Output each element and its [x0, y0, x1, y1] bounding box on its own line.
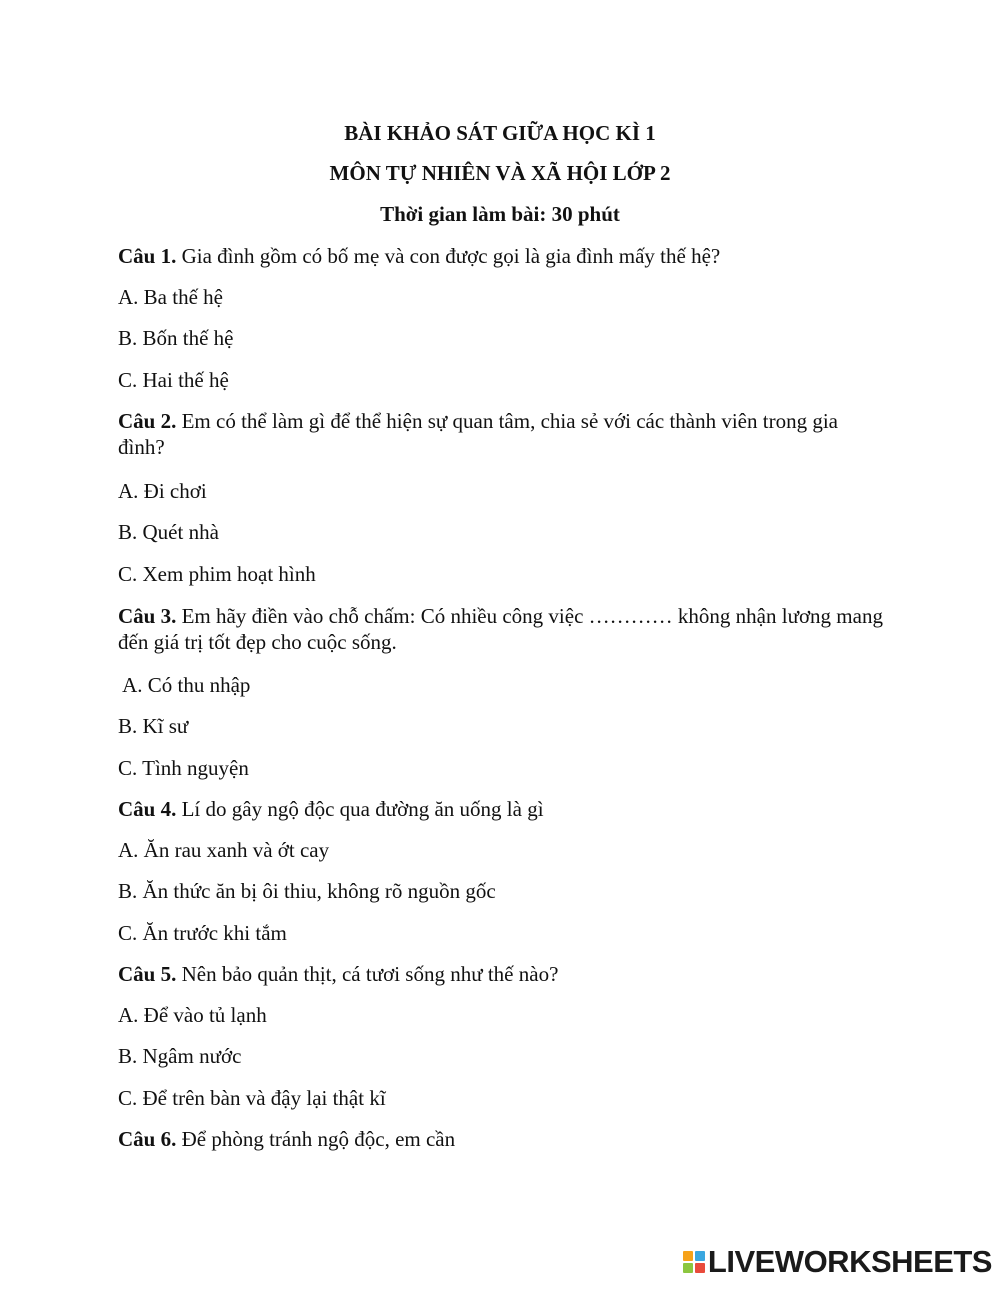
question-3	[118, 603, 888, 655]
question-label: Câu 4.	[118, 797, 177, 821]
question-text: Nên bảo quản thịt, cá tươi sống như thế nào?	[176, 962, 559, 986]
worksheet-title: BÀI KHẢO SÁT GIỮA HỌC KÌ 1	[344, 121, 656, 145]
question-1-option-c[interactable]: C. Hai thế hệ	[118, 368, 229, 392]
logo-square-1	[683, 1251, 693, 1261]
question-label: Câu 5.	[118, 962, 177, 986]
liveworksheets-logo	[683, 1244, 992, 1279]
question-1	[118, 243, 888, 269]
question-4-option-b[interactable]: B. Ăn thức ăn bị ôi thiu, không rõ nguồn gốc	[118, 879, 496, 903]
question-5-option-b[interactable]: B. Ngâm nước	[118, 1044, 242, 1068]
question-3-option-b[interactable]: B. Kĩ sư	[118, 714, 189, 738]
question-label: Câu 3.	[118, 604, 177, 628]
worksheet-time: Thời gian làm bài: 30 phút	[380, 202, 620, 226]
question-4-option-c[interactable]: C. Ăn trước khi tắm	[118, 921, 287, 945]
question-2	[118, 408, 888, 460]
question-4	[118, 796, 888, 822]
liveworksheets-logo-icon	[683, 1251, 705, 1273]
question-5	[118, 961, 888, 987]
question-5-option-a[interactable]: A. Để vào tủ lạnh	[118, 1003, 267, 1027]
logo-text: LIVEWORKSHEETS	[707, 1244, 992, 1279]
question-5-option-c[interactable]: C. Để trên bàn và đậy lại thật kĩ	[118, 1086, 386, 1110]
question-text: Để phòng tránh ngộ độc, em cần	[176, 1127, 456, 1151]
question-4-option-a[interactable]: A. Ăn rau xanh và ớt cay	[118, 838, 330, 862]
worksheet-subject: MÔN TỰ NHIÊN VÀ XÃ HỘI LỚP 2	[329, 161, 671, 185]
logo-square-3	[683, 1263, 693, 1273]
question-2-option-a[interactable]: A. Đi chơi	[118, 479, 207, 503]
question-1-option-a[interactable]: A. Ba thế hệ	[118, 285, 223, 309]
logo-square-4	[695, 1263, 705, 1273]
logo-square-2	[695, 1251, 705, 1261]
question-2-option-b[interactable]: B. Quét nhà	[118, 520, 219, 544]
question-6	[118, 1126, 888, 1152]
question-3-option-a[interactable]: A. Có thu nhập	[118, 673, 251, 697]
question-1-option-b[interactable]: B. Bốn thế hệ	[118, 326, 234, 350]
question-label: Câu 6.	[118, 1127, 177, 1151]
question-text: Gia đình gồm có bố mẹ và con được gọi là gia đình mấy thế hệ?	[176, 244, 721, 268]
question-label: Câu 1.	[118, 244, 177, 268]
question-label: Câu 2.	[118, 409, 177, 433]
question-text: Lí do gây ngộ độc qua đường ăn uống là gì	[176, 797, 544, 821]
question-3-option-c[interactable]: C. Tình nguyện	[118, 756, 249, 780]
question-text: Em hãy điền vào chỗ chấm: Có nhiều công việc ………… không nhận lương mang đến giá trị tốt đẹp cho cuộc sống.	[118, 604, 883, 654]
question-text: Em có thể làm gì để thể hiện sự quan tâm, chia sẻ với các thành viên trong gia đình?	[118, 409, 838, 459]
question-2-option-c[interactable]: C. Xem phim hoạt hình	[118, 562, 316, 586]
